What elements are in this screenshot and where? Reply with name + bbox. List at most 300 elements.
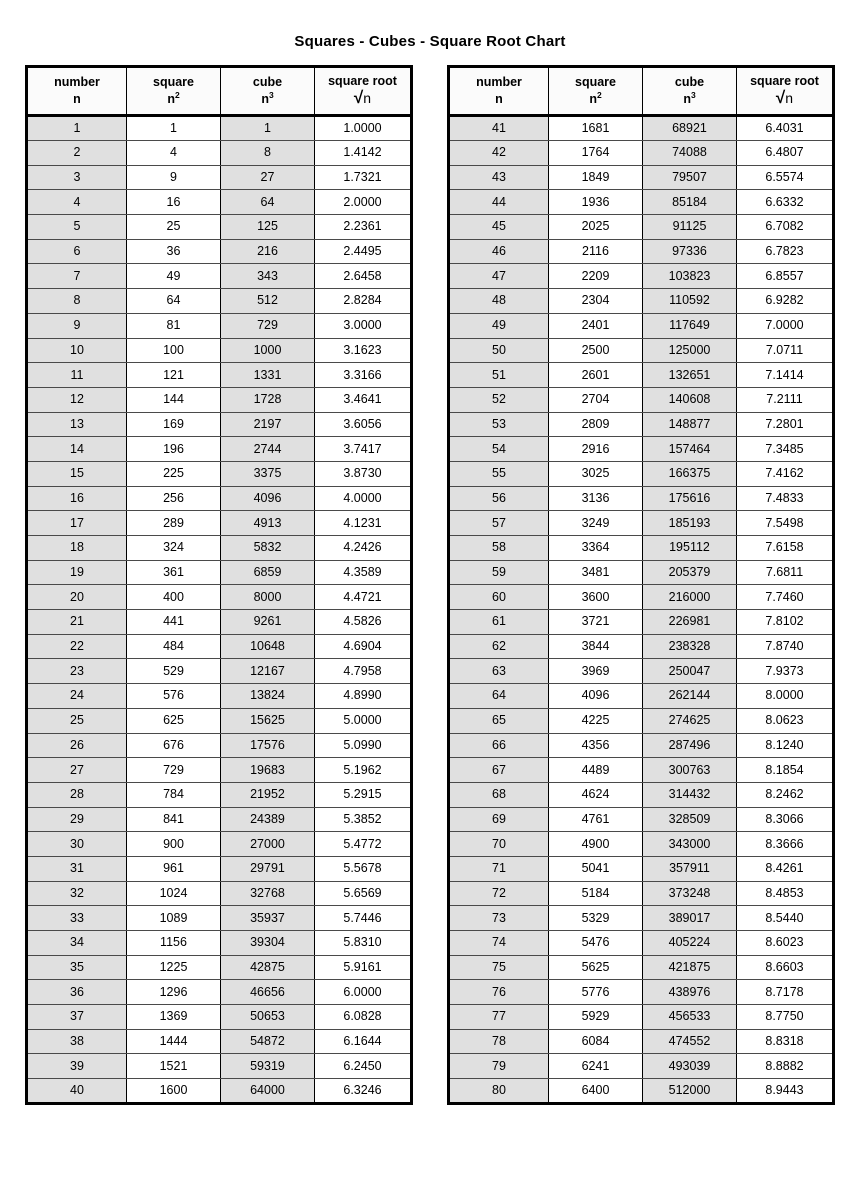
cell-cube: 1000	[221, 338, 315, 363]
cell-number: 6	[27, 239, 127, 264]
cell-number: 68	[449, 782, 549, 807]
cell-cube: 9261	[221, 610, 315, 635]
table-row	[449, 610, 834, 635]
cell-number: 50	[449, 338, 549, 363]
table-row	[27, 634, 412, 659]
cell-number: 51	[449, 363, 549, 388]
cell-square: 144	[127, 387, 221, 412]
cell-number: 54	[449, 437, 549, 462]
cell-number: 57	[449, 511, 549, 536]
cell-square-root: 6.4807	[737, 141, 834, 166]
radical-icon: √	[775, 88, 786, 107]
cell-square: 1089	[127, 906, 221, 931]
cell-square-root: 8.1240	[737, 733, 834, 758]
cell-square-root: 8.6023	[737, 931, 834, 956]
radicand: n	[363, 90, 372, 106]
cell-cube: 97336	[643, 239, 737, 264]
cell-square-root: 8.3066	[737, 807, 834, 832]
cell-square: 196	[127, 437, 221, 462]
table-row	[27, 116, 412, 141]
cell-square: 5476	[549, 931, 643, 956]
cell-square-root: 5.3852	[315, 807, 412, 832]
cell-number: 49	[449, 313, 549, 338]
cell-square-root: 4.3589	[315, 560, 412, 585]
cell-cube: 166375	[643, 461, 737, 486]
cell-square-root: 8.9443	[737, 1079, 834, 1104]
column-header-number-line1: number	[476, 74, 522, 89]
cell-number: 75	[449, 955, 549, 980]
cell-cube: 13824	[221, 684, 315, 709]
table-row	[27, 289, 412, 314]
cell-square-root: 5.1962	[315, 758, 412, 783]
cell-square: 3249	[549, 511, 643, 536]
column-header-square-line2	[129, 89, 218, 107]
cell-cube: 15625	[221, 708, 315, 733]
cell-number: 76	[449, 980, 549, 1005]
tables-container	[0, 65, 860, 1105]
cell-number: 69	[449, 807, 549, 832]
cell-square-root: 1.4142	[315, 141, 412, 166]
page-title: Squares - Cubes - Square Root Chart	[294, 33, 566, 50]
table-row	[449, 536, 834, 561]
cell-cube: 185193	[643, 511, 737, 536]
cell-square: 1156	[127, 931, 221, 956]
cell-square: 49	[127, 264, 221, 289]
cell-cube: 46656	[221, 980, 315, 1005]
table-row	[27, 931, 412, 956]
cell-number: 24	[27, 684, 127, 709]
right-table-body	[449, 116, 834, 1104]
cell-cube: 32768	[221, 881, 315, 906]
cell-number: 52	[449, 387, 549, 412]
cell-number: 21	[27, 610, 127, 635]
cell-square-root: 8.8318	[737, 1029, 834, 1054]
cell-number: 61	[449, 610, 549, 635]
table-row	[27, 980, 412, 1005]
cell-square-root: 1.0000	[315, 116, 412, 141]
cell-square: 2500	[549, 338, 643, 363]
table-row	[27, 955, 412, 980]
cell-square: 9	[127, 165, 221, 190]
table-row	[27, 610, 412, 635]
cell-number: 2	[27, 141, 127, 166]
table-row	[449, 758, 834, 783]
table-row	[449, 733, 834, 758]
table-row	[449, 1029, 834, 1054]
table-row	[27, 585, 412, 610]
cell-number: 45	[449, 215, 549, 240]
cell-number: 37	[27, 1005, 127, 1030]
cell-cube: 6859	[221, 560, 315, 585]
cell-number: 59	[449, 560, 549, 585]
cell-square: 4489	[549, 758, 643, 783]
left-table-head	[27, 67, 412, 116]
cell-square-root: 6.5574	[737, 165, 834, 190]
cell-square: 121	[127, 363, 221, 388]
table-row	[449, 1005, 834, 1030]
table-row	[449, 289, 834, 314]
table-row	[449, 215, 834, 240]
table-row	[27, 486, 412, 511]
cell-square: 6400	[549, 1079, 643, 1104]
cell-square-root: 7.9373	[737, 659, 834, 684]
cell-number: 64	[449, 684, 549, 709]
cell-cube: 238328	[643, 634, 737, 659]
cell-number: 11	[27, 363, 127, 388]
cell-square-root: 8.0000	[737, 684, 834, 709]
cell-square: 1369	[127, 1005, 221, 1030]
cell-square-root: 4.6904	[315, 634, 412, 659]
cube-exponent: 3	[268, 89, 274, 100]
table-row	[27, 1029, 412, 1054]
column-header-square	[549, 67, 643, 116]
cell-cube: 59319	[221, 1054, 315, 1079]
cell-square: 4096	[549, 684, 643, 709]
column-header-square-root-line2	[353, 88, 372, 107]
cell-square: 64	[127, 289, 221, 314]
cell-square-root: 8.8882	[737, 1054, 834, 1079]
cell-cube: 262144	[643, 684, 737, 709]
cell-number: 78	[449, 1029, 549, 1054]
cell-cube: 300763	[643, 758, 737, 783]
cell-square-root: 7.3485	[737, 437, 834, 462]
table-row	[449, 931, 834, 956]
cell-square-root: 2.0000	[315, 190, 412, 215]
cell-number: 18	[27, 536, 127, 561]
table-row	[449, 264, 834, 289]
cell-number: 73	[449, 906, 549, 931]
cell-square-root: 8.7178	[737, 980, 834, 1005]
right-table	[447, 65, 835, 1105]
cell-square-root: 6.6332	[737, 190, 834, 215]
cell-number: 39	[27, 1054, 127, 1079]
table-row	[27, 1054, 412, 1079]
cell-square-root: 7.0000	[737, 313, 834, 338]
column-header-cube-line2	[223, 89, 312, 107]
cell-cube: 140608	[643, 387, 737, 412]
cell-number: 22	[27, 634, 127, 659]
cell-number: 77	[449, 1005, 549, 1030]
cell-square: 6084	[549, 1029, 643, 1054]
cell-square: 2401	[549, 313, 643, 338]
table-row	[27, 313, 412, 338]
cell-cube: 54872	[221, 1029, 315, 1054]
cell-number: 71	[449, 856, 549, 881]
cell-square-root: 7.8102	[737, 610, 834, 635]
cell-cube: 175616	[643, 486, 737, 511]
cell-number: 34	[27, 931, 127, 956]
table-row	[449, 486, 834, 511]
cell-square: 2704	[549, 387, 643, 412]
cell-cube: 421875	[643, 955, 737, 980]
cell-square-root: 8.7750	[737, 1005, 834, 1030]
cell-number: 16	[27, 486, 127, 511]
table-row	[27, 190, 412, 215]
cell-square-root: 5.6569	[315, 881, 412, 906]
cell-square-root: 5.8310	[315, 931, 412, 956]
table-row	[27, 856, 412, 881]
cell-square-root: 5.7446	[315, 906, 412, 931]
cell-square-root: 4.8990	[315, 684, 412, 709]
cell-square: 2025	[549, 215, 643, 240]
cell-square-root: 7.5498	[737, 511, 834, 536]
cell-square: 2601	[549, 363, 643, 388]
cell-number: 25	[27, 708, 127, 733]
cell-number: 58	[449, 536, 549, 561]
table-row	[449, 141, 834, 166]
cell-number: 33	[27, 906, 127, 931]
cell-square: 841	[127, 807, 221, 832]
cell-cube: 1331	[221, 363, 315, 388]
cell-square: 1681	[549, 116, 643, 141]
radical-icon: √	[353, 88, 364, 107]
cell-cube: 216	[221, 239, 315, 264]
cell-number: 7	[27, 264, 127, 289]
cell-square: 16	[127, 190, 221, 215]
cell-square: 3969	[549, 659, 643, 684]
cell-cube: 10648	[221, 634, 315, 659]
cell-number: 56	[449, 486, 549, 511]
cell-cube: 4913	[221, 511, 315, 536]
table-row	[449, 190, 834, 215]
radicand: n	[785, 90, 794, 106]
cell-square: 5929	[549, 1005, 643, 1030]
table-row	[449, 906, 834, 931]
right-table-head	[449, 67, 834, 116]
cell-square: 3364	[549, 536, 643, 561]
cell-cube: 27	[221, 165, 315, 190]
left-table	[25, 65, 413, 1105]
cell-number: 31	[27, 856, 127, 881]
cell-cube: 91125	[643, 215, 737, 240]
cell-cube: 474552	[643, 1029, 737, 1054]
cell-square-root: 5.2915	[315, 782, 412, 807]
cell-square-root: 7.8740	[737, 634, 834, 659]
square-exponent: 2	[596, 89, 602, 100]
cell-cube: 216000	[643, 585, 737, 610]
table-row	[449, 461, 834, 486]
cell-square-root: 8.6603	[737, 955, 834, 980]
table-row	[27, 1005, 412, 1030]
cell-square-root: 6.7823	[737, 239, 834, 264]
cell-square: 484	[127, 634, 221, 659]
table-row	[27, 906, 412, 931]
cell-number: 13	[27, 412, 127, 437]
table-row	[449, 338, 834, 363]
cell-square: 4624	[549, 782, 643, 807]
table-row	[27, 1079, 412, 1104]
cell-cube: 343	[221, 264, 315, 289]
cell-square: 2209	[549, 264, 643, 289]
cell-square: 1936	[549, 190, 643, 215]
table-row	[449, 239, 834, 264]
cell-square-root: 2.8284	[315, 289, 412, 314]
cell-cube: 42875	[221, 955, 315, 980]
cell-square-root: 1.7321	[315, 165, 412, 190]
cell-square-root: 6.1644	[315, 1029, 412, 1054]
table-row	[27, 461, 412, 486]
cell-square: 5776	[549, 980, 643, 1005]
cell-cube: 2197	[221, 412, 315, 437]
cell-square: 81	[127, 313, 221, 338]
cell-cube: 12167	[221, 659, 315, 684]
table-row	[27, 708, 412, 733]
cell-square-root: 2.6458	[315, 264, 412, 289]
cell-square-root: 8.2462	[737, 782, 834, 807]
table-row	[449, 412, 834, 437]
cell-cube: 314432	[643, 782, 737, 807]
cell-square-root: 7.1414	[737, 363, 834, 388]
column-header-cube-line1: cube	[252, 74, 283, 89]
cell-cube: 226981	[643, 610, 737, 635]
column-header-square-root-line1: square root	[328, 74, 397, 88]
table-row	[449, 1079, 834, 1104]
cell-cube: 64000	[221, 1079, 315, 1104]
cell-square: 1849	[549, 165, 643, 190]
cell-square: 4	[127, 141, 221, 166]
cell-square: 3844	[549, 634, 643, 659]
table-row	[27, 758, 412, 783]
column-header-square-root-line2	[775, 88, 794, 107]
cell-cube: 24389	[221, 807, 315, 832]
table-row	[27, 387, 412, 412]
column-header-number-line1: number	[54, 74, 100, 89]
cell-number: 15	[27, 461, 127, 486]
table-row	[27, 733, 412, 758]
cell-cube: 4096	[221, 486, 315, 511]
cell-square-root: 5.9161	[315, 955, 412, 980]
cell-cube: 17576	[221, 733, 315, 758]
cell-cube: 512	[221, 289, 315, 314]
cell-square: 784	[127, 782, 221, 807]
cell-square: 1600	[127, 1079, 221, 1104]
cell-number: 47	[449, 264, 549, 289]
cell-number: 41	[449, 116, 549, 141]
cell-square: 529	[127, 659, 221, 684]
table-row	[27, 165, 412, 190]
cell-cube: 29791	[221, 856, 315, 881]
cell-number: 43	[449, 165, 549, 190]
cell-square: 676	[127, 733, 221, 758]
table-row	[27, 807, 412, 832]
cell-square-root: 7.7460	[737, 585, 834, 610]
cell-cube: 373248	[643, 881, 737, 906]
cell-square-root: 7.6158	[737, 536, 834, 561]
cell-square: 5625	[549, 955, 643, 980]
cell-square: 4900	[549, 832, 643, 857]
cell-square: 1521	[127, 1054, 221, 1079]
cell-cube: 8000	[221, 585, 315, 610]
cell-number: 26	[27, 733, 127, 758]
cell-number: 9	[27, 313, 127, 338]
cell-square-root: 6.0828	[315, 1005, 412, 1030]
cell-square-root: 5.4772	[315, 832, 412, 857]
cell-square-root: 3.7417	[315, 437, 412, 462]
table-row	[449, 511, 834, 536]
cell-square-root: 6.8557	[737, 264, 834, 289]
cell-cube: 110592	[643, 289, 737, 314]
cell-number: 10	[27, 338, 127, 363]
column-header-cube	[643, 67, 737, 116]
cell-number: 14	[27, 437, 127, 462]
cell-number: 72	[449, 881, 549, 906]
table-row	[449, 116, 834, 141]
column-header-number-line2: n	[73, 91, 81, 106]
table-row	[449, 634, 834, 659]
cell-number: 38	[27, 1029, 127, 1054]
table-row	[27, 560, 412, 585]
table-row	[449, 165, 834, 190]
cell-number: 3	[27, 165, 127, 190]
cube-exponent: 3	[690, 89, 696, 100]
cell-cube: 205379	[643, 560, 737, 585]
cell-square: 1225	[127, 955, 221, 980]
cell-number: 46	[449, 239, 549, 264]
cell-cube: 343000	[643, 832, 737, 857]
column-header-square-line1: square	[153, 74, 194, 89]
cell-number: 67	[449, 758, 549, 783]
cell-number: 35	[27, 955, 127, 980]
cell-cube: 389017	[643, 906, 737, 931]
column-header-number	[27, 67, 127, 116]
square-exponent: 2	[174, 89, 180, 100]
header-row	[27, 67, 412, 116]
table-row	[27, 215, 412, 240]
square-base: n	[167, 91, 175, 106]
cell-square: 1444	[127, 1029, 221, 1054]
table-row	[27, 511, 412, 536]
cell-square: 400	[127, 585, 221, 610]
column-header-number	[449, 67, 549, 116]
cell-square: 1296	[127, 980, 221, 1005]
cell-square-root: 7.6811	[737, 560, 834, 585]
cell-square-root: 4.4721	[315, 585, 412, 610]
cell-cube: 39304	[221, 931, 315, 956]
cell-square: 729	[127, 758, 221, 783]
cell-number: 28	[27, 782, 127, 807]
cell-square: 625	[127, 708, 221, 733]
cell-square-root: 8.3666	[737, 832, 834, 857]
cell-square-root: 6.3246	[315, 1079, 412, 1104]
cell-square-root: 3.1623	[315, 338, 412, 363]
cell-number: 80	[449, 1079, 549, 1104]
table-row	[449, 363, 834, 388]
table-row	[449, 832, 834, 857]
cell-square-root: 4.5826	[315, 610, 412, 635]
table-row	[27, 536, 412, 561]
cell-square-root: 6.2450	[315, 1054, 412, 1079]
column-header-square-line2	[551, 89, 640, 107]
cell-square-root: 2.2361	[315, 215, 412, 240]
cell-square: 36	[127, 239, 221, 264]
cell-cube: 274625	[643, 708, 737, 733]
cell-square: 4761	[549, 807, 643, 832]
cell-number: 79	[449, 1054, 549, 1079]
cell-number: 70	[449, 832, 549, 857]
cell-cube: 2744	[221, 437, 315, 462]
cell-number: 27	[27, 758, 127, 783]
cell-number: 20	[27, 585, 127, 610]
cell-cube: 79507	[643, 165, 737, 190]
table-row	[449, 560, 834, 585]
column-header-square-root-line1: square root	[750, 74, 819, 88]
cell-square-root: 7.0711	[737, 338, 834, 363]
cell-number: 40	[27, 1079, 127, 1104]
cell-cube: 195112	[643, 536, 737, 561]
cell-cube: 132651	[643, 363, 737, 388]
cell-square: 100	[127, 338, 221, 363]
cube-base: n	[683, 91, 691, 106]
